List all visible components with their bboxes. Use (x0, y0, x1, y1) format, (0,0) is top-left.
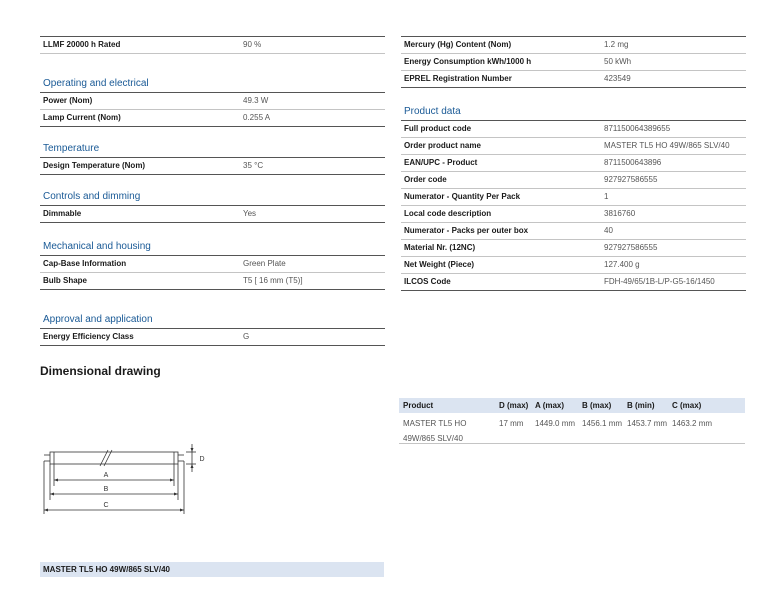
spec-label: ILCOS Code (404, 277, 451, 286)
dimension-table-header (399, 398, 745, 413)
spec-value: 1 (604, 192, 609, 201)
header-cell: C (max) (672, 401, 702, 410)
spec-value: Yes (243, 209, 257, 218)
left-spec-column (40, 36, 385, 346)
spec-label: Order product name (404, 141, 481, 150)
spec-label: Energy Efficiency Class (43, 332, 134, 341)
spec-value: T5 [ 16 mm (T5)] (243, 276, 303, 285)
value-cell: 17 mm (499, 419, 524, 428)
header-cell: B (min) (627, 401, 655, 410)
spec-value: 40 (604, 226, 613, 235)
section-title: Approval and application (40, 312, 385, 329)
spec-value: G (243, 332, 250, 341)
spec-value: 1.2 mg (604, 40, 629, 49)
header-cell: B (max) (582, 401, 612, 410)
spec-value: 927927586555 (604, 175, 658, 184)
spec-value: 927927586555 (604, 243, 658, 252)
spec-row (401, 257, 746, 274)
spec-label: EPREL Registration Number (404, 74, 512, 83)
spec-row (401, 121, 746, 138)
spec-row (40, 256, 385, 273)
spec-value: 49.3 W (243, 96, 269, 105)
dimension-label-d: D (199, 456, 205, 463)
header-cell: D (max) (499, 401, 529, 410)
spec-value: 3816760 (604, 209, 636, 218)
spec-label: Order code (404, 175, 447, 184)
spec-row (40, 206, 385, 223)
spec-value: 35 °C (243, 161, 264, 170)
spec-value: FDH-49/65/1B-L/P-G5-16/1450 (604, 277, 715, 286)
spec-row (40, 273, 385, 290)
spec-row (40, 110, 385, 127)
spec-value: 127.400 g (604, 260, 640, 269)
spec-label: Bulb Shape (43, 276, 88, 285)
dimensional-drawing-title: Dimensional drawing (40, 364, 161, 378)
spec-row (40, 36, 385, 54)
value-cell: 1453.7 mm (627, 419, 668, 428)
header-cell: A (max) (535, 401, 565, 410)
spec-label: Numerator - Quantity Per Pack (404, 192, 521, 201)
spec-row (40, 93, 385, 110)
spec-label: Net Weight (Piece) (404, 260, 475, 269)
spec-value: 50 kWh (604, 57, 632, 66)
spec-row (401, 274, 746, 291)
spec-row (401, 54, 746, 71)
spec-label: Cap-Base Information (43, 259, 127, 268)
dimension-label-b: B (103, 486, 109, 493)
spec-value: MASTER TL5 HO 49W/865 SLV/40 (604, 141, 730, 150)
spec-row (401, 36, 746, 54)
spec-row (40, 158, 385, 175)
lamp-dimension-drawing (40, 436, 210, 518)
spec-label: Energy Consumption kWh/1000 h (404, 57, 532, 66)
spec-value: 423549 (604, 74, 631, 83)
right-spec-column (401, 36, 746, 291)
spec-row (401, 172, 746, 189)
spec-row (401, 240, 746, 257)
spec-label: Full product code (404, 124, 472, 133)
dimension-table (399, 398, 745, 444)
product-cell (399, 413, 499, 443)
section-title: Temperature (40, 141, 385, 158)
spec-label: Lamp Current (Nom) (43, 113, 121, 122)
section-title: Controls and dimming (40, 189, 385, 206)
spec-value: 871150064389655 (604, 124, 671, 133)
section-title: Mechanical and housing (40, 239, 385, 256)
spec-label: Local code description (404, 209, 492, 218)
product-line: 49W/865 SLV/40 (403, 434, 463, 443)
dimension-label-a: A (103, 472, 109, 479)
product-footer-bar: MASTER TL5 HO 49W/865 SLV/40 (40, 562, 384, 577)
spec-label: Mercury (Hg) Content (Nom) (404, 40, 512, 49)
spec-label: Material Nr. (12NC) (404, 243, 476, 252)
spec-value: 8711500643896 (604, 158, 662, 167)
table-row (399, 413, 745, 444)
value-cell: 1463.2 mm (672, 419, 713, 428)
spec-label: Numerator - Packs per outer box (404, 226, 529, 235)
spec-value: Green Plate (243, 259, 286, 268)
spec-row (40, 329, 385, 346)
spec-label: LLMF 20000 h Rated (43, 40, 121, 49)
spec-row (401, 223, 746, 240)
spec-label: Design Temperature (Nom) (43, 161, 146, 170)
spec-value: 0.255 A (243, 113, 271, 122)
product-line: MASTER TL5 HO (403, 419, 467, 428)
dimension-label-c: C (103, 502, 109, 509)
section-title: Product data (401, 104, 746, 121)
spec-row (401, 138, 746, 155)
spec-value: 90 % (243, 40, 262, 49)
spec-row (401, 189, 746, 206)
spec-row (401, 155, 746, 172)
spec-row (401, 206, 746, 223)
value-cell: 1456.1 mm (582, 419, 623, 428)
spec-label: Dimmable (43, 209, 82, 218)
spec-label: EAN/UPC - Product (404, 158, 478, 167)
value-cell: 1449.0 mm (535, 419, 576, 428)
spec-label: Power (Nom) (43, 96, 93, 105)
header-cell: Product (403, 401, 434, 410)
section-title: Operating and electrical (40, 76, 385, 93)
spec-row (401, 71, 746, 88)
